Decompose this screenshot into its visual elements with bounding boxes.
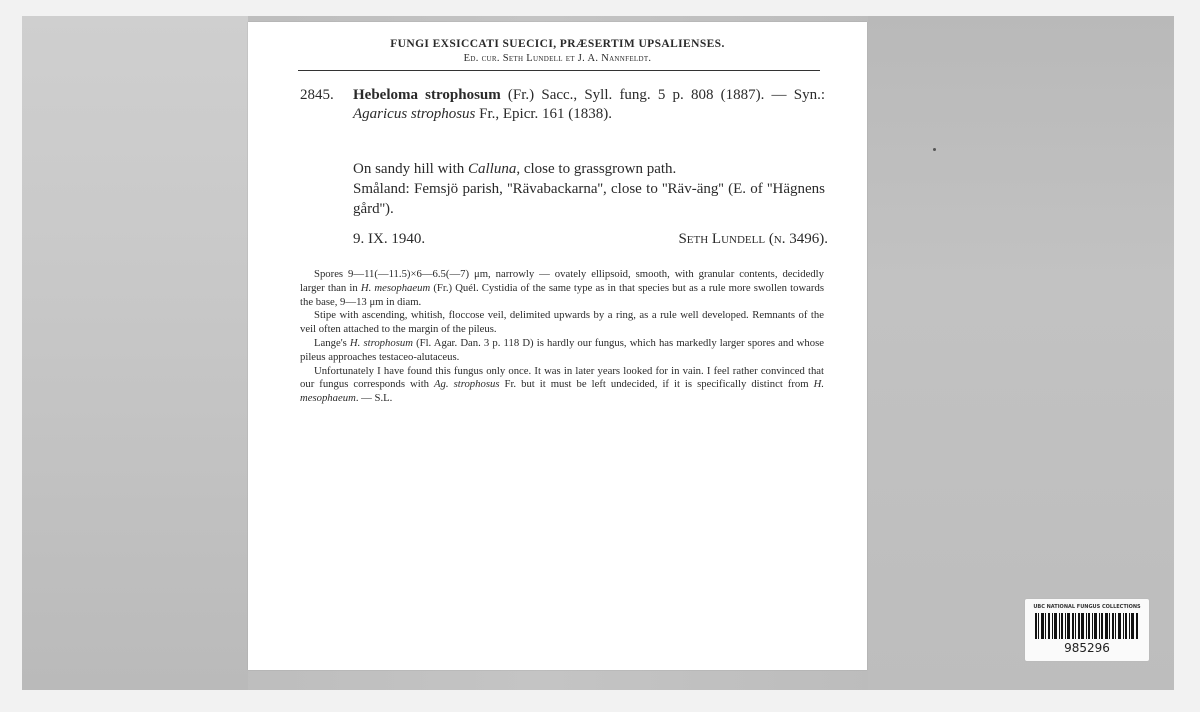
folder-left-flap	[22, 16, 248, 690]
synonym-name: Agaricus strophosus	[353, 106, 476, 122]
barcode-number: 985296	[1064, 641, 1110, 655]
notes-paragraph-spores	[300, 268, 824, 309]
notes-paragraph-remarks	[300, 365, 824, 406]
barcode-label	[1024, 598, 1150, 662]
notes-text: Unfortunately I have found this fungus only once. It was in later years looked for in vain. I feel rather convinced that our fungus corresponds with	[300, 364, 824, 391]
series-title: FUNGI EXSICCATI SUECICI, PRÆSERTIM UPSALIENSES.	[390, 38, 725, 50]
locality: Småland: Femsjö parish, ''Rävabackarna'', close to ''Räv-äng'' (E. of ''Hägnens gård'').	[353, 181, 825, 217]
citation-part-2: Fr., Epicr. 161 (1838).	[475, 106, 613, 122]
notes-paragraph-stipe: Stipe with ascending, whitish, floccose veil, delimited upwards by a ring, as a rule well developed. Remnants of the veil often attached to the margin of the pileus.	[300, 309, 824, 336]
species-name: H. mesophaeum	[300, 378, 824, 405]
notes-section	[300, 268, 824, 406]
habitat-text	[353, 159, 825, 219]
barcode-icon	[1035, 613, 1139, 639]
notes-text: . — S.L.	[355, 392, 393, 405]
entry-number: 2845.	[300, 87, 334, 103]
notes-text: Spores 9—11(—11.5)×6—6.5(—7) μm, narrowly — ovately ellipsoid, smooth, with granular contents, decidedly larger than in	[300, 268, 824, 294]
folder-right-flap	[868, 16, 1174, 690]
collector: Seth Lundell (n. 3496).	[678, 231, 828, 247]
taxon-name: Hebeloma strophosum	[353, 87, 501, 103]
speck	[933, 148, 936, 151]
barcode-institution: UBC NATIONAL FUNGUS COLLECTIONS	[1033, 604, 1141, 610]
entry-citation	[353, 86, 825, 124]
habitat-line	[353, 159, 825, 179]
habitat-prefix: On sandy hill with	[353, 161, 468, 177]
notes-text: Lange's	[314, 336, 350, 349]
collection-date: 9. IX. 1940.	[353, 231, 426, 247]
taxon-entry	[300, 86, 825, 124]
species-name: H. strophosum	[349, 336, 413, 349]
header-rule	[298, 70, 820, 71]
species-name: H. mesophaeum	[360, 281, 431, 294]
notes-paragraph-lange	[300, 337, 824, 365]
host-name: Calluna	[468, 161, 517, 177]
notes-text: Fr. but it must be left undecided, if it is specifically distinct from	[499, 378, 814, 391]
species-name: Ag. strophosus	[434, 378, 500, 391]
notes-text: (Fl. Agar. Dan. 3 p. 118 D) is hardly our fungus, which has markedly larger spores and whose pileus approaches testaceo-alutaceus.	[300, 336, 824, 363]
citation-part-1: (Fr.) Sacc., Syll. fung. 5 p. 808 (1887). — Syn.:	[500, 87, 825, 103]
notes-text: (Fr.) Quél. Cystidia of the same type as in that species but as a rule more swollen towards the base, 9—13 μm in diam.	[300, 281, 824, 308]
editors-line	[248, 53, 867, 64]
editors-text: Ed. cur. Seth Lundell et J. A. Nannfeldt.	[463, 53, 652, 64]
exsiccata-label	[248, 22, 867, 670]
habitat-suffix: , close to grassgrown path.	[516, 161, 677, 177]
